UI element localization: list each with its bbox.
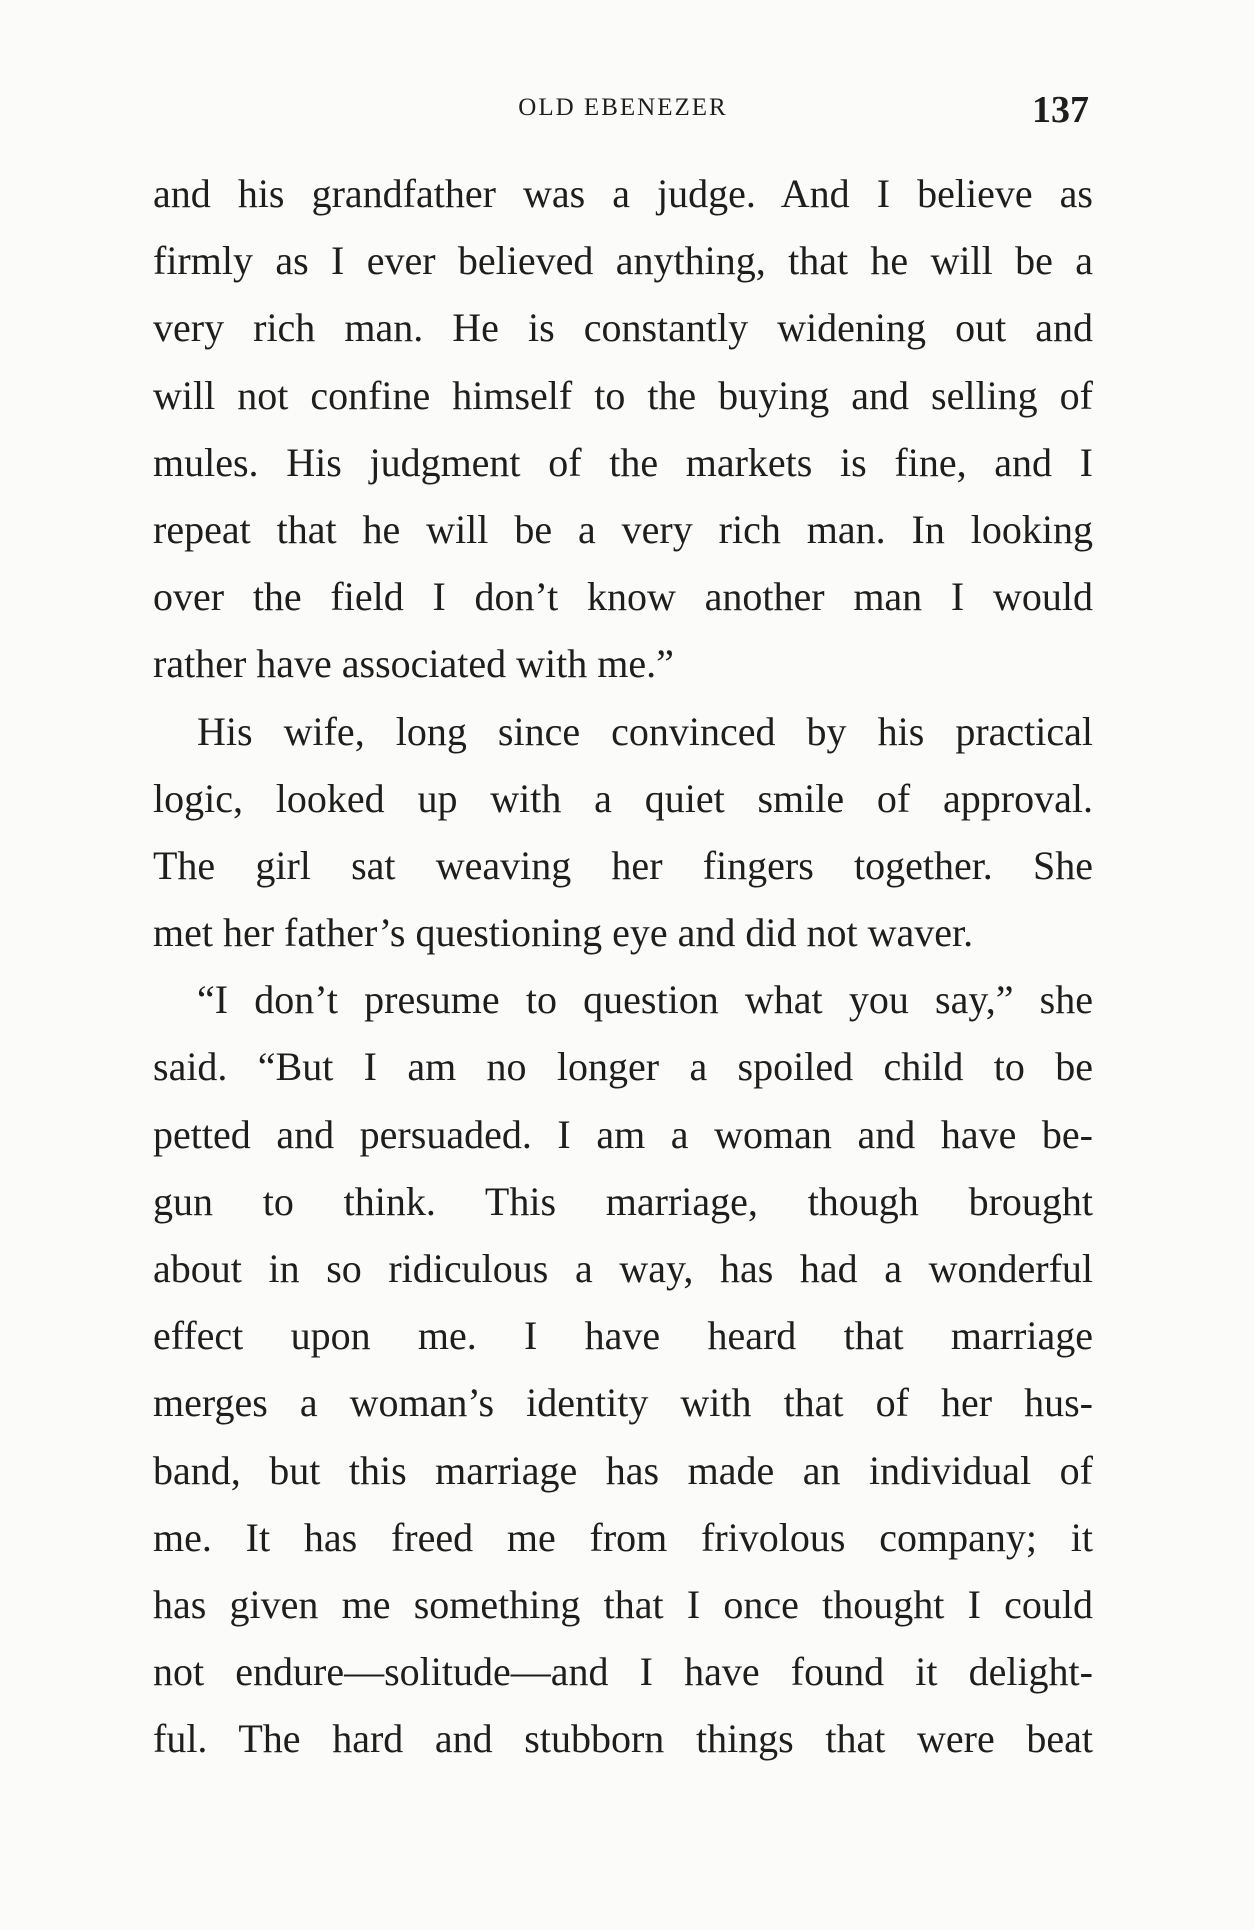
- running-head: [153, 88, 1093, 131]
- text-line: very rich man. He is constantly widening out and: [153, 305, 1093, 351]
- text-line: ful. The hard and stubborn things that were beat: [153, 1716, 1093, 1762]
- text-line: logic, looked up with a quiet smile of approval.: [153, 775, 1093, 821]
- running-title: OLD EBENEZER: [518, 94, 728, 121]
- text-line: repeat that he will be a very rich man. In looking: [153, 506, 1093, 552]
- text-line: me. It has freed me from frivolous company; it: [153, 1514, 1093, 1560]
- text-line: said. “But I am no longer a spoiled child to be: [153, 1044, 1093, 1090]
- text-line: rather have associated with me.”: [153, 641, 674, 687]
- text-line: “I don’t presume to question what you say,” she: [197, 977, 1093, 1023]
- text-line: gun to think. This marriage, though brought: [153, 1178, 1093, 1224]
- text-line: about in so ridiculous a way, has had a wonderful: [153, 1246, 1093, 1291]
- text-line: will not confine himself to the buying and selling of: [153, 372, 1093, 418]
- text-line: The girl sat weaving her fingers together. She: [153, 842, 1093, 888]
- text-line: and his grandfather was a judge. And I believe as: [153, 171, 1093, 216]
- text-line: effect upon me. I have heard that marriage: [153, 1313, 1093, 1359]
- text-line: petted and persuaded. I am a woman and have be-: [153, 1111, 1093, 1157]
- text-line: His wife, long since convinced by his practical: [197, 708, 1093, 754]
- text-line: mules. His judgment of the markets is fine, and I: [153, 439, 1093, 485]
- text-line: not endure—solitude—and I have found it delight-: [153, 1649, 1093, 1695]
- text-line: over the field I don’t know another man I would: [153, 574, 1093, 620]
- text-line: met her father’s questioning eye and did not waver.: [153, 910, 974, 956]
- text-line: band, but this marriage has made an individual of: [153, 1447, 1093, 1493]
- text-line: has given me something that I once thought I could: [153, 1581, 1093, 1627]
- text-line: firmly as I ever believed anything, that he will be a: [153, 238, 1093, 284]
- body-text: [153, 160, 1093, 1773]
- page-number: 137: [1032, 89, 1089, 131]
- text-line: merges a woman’s identity with that of her hus-: [153, 1380, 1093, 1426]
